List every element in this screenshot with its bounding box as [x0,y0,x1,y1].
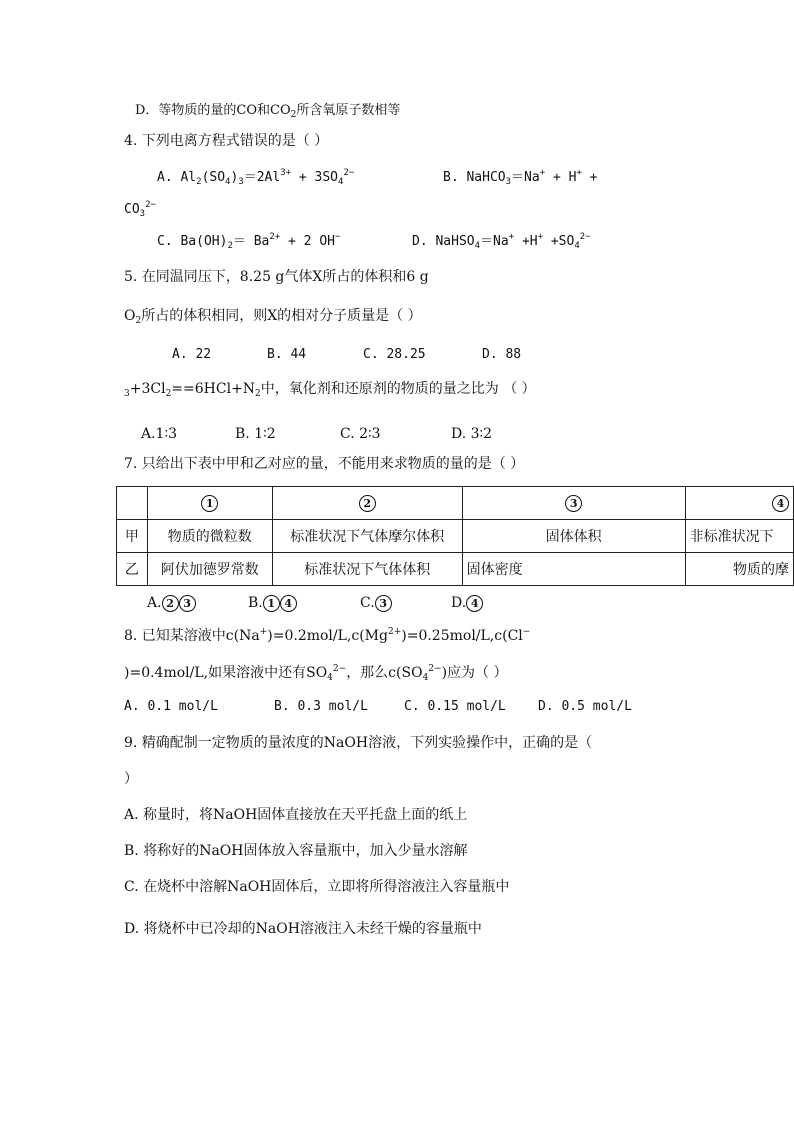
q7-stem: 7. 只给出下表中甲和乙对应的量，不能用来求物质的量的是（ ） [124,456,525,472]
q8-option-a: A. 0.1 mol/L [124,699,218,714]
q5-stem-line1: 5. 在同温同压下，8.25 g气体X所占的体积和6 g [124,269,429,285]
table-cell: 非标准状况下 [685,520,793,553]
q8-stem-line1: 8. 已知某溶液中$c(Na^+)=0.2mol/L,c(Mg^{2+})=0.25mol/L,c(Cl^-$ [124,627,531,644]
q8-option-c: C. 0.15 mol/L [404,699,506,714]
table-cell: 固体密度 [462,553,685,586]
table-cell [117,487,148,520]
q9-option-b: B. 将称好的NaOH固体放入容量瓶中，加入少量水溶解 [124,843,468,859]
q7-option-a: A. 2 3 [147,594,196,612]
q5-stem-line2: $O_2$所占的体积相同，则X的相对分子质量是（ ） [124,308,422,326]
table-header-row [117,487,794,520]
q6-option-a: A.1∶3 [141,426,178,442]
q4-option-d: D. NaHSO$_4$＝Na+ $+H^+ +SO_4^{2-}$ [412,232,591,251]
q4-option-c: C. $Ba(OH)_2= Ba^{2+} + 2$ OH− [157,232,341,251]
table-cell: 3 [462,487,685,520]
table-cell: 固体体积 [462,520,685,553]
q9-option-d: D. 将烧杯中已冷却的NaOH溶液注入未经干燥的容量瓶中 [124,921,482,937]
table-row [117,553,794,586]
q6-option-b: B. 1∶2 [235,426,276,442]
q8-option-d: D. 0.5 mol/L [538,699,632,714]
q8-stem-line2: )=0.4mol/L,如果溶液中还有$SO_4^{2-}$，那么$c(SO_4^{2-})$应为（ ） [124,664,508,683]
q4-option-a: A. $Al_2(SO_4)_3=2Al^{3+} + 3SO_4^{2-}$ [157,168,355,187]
q9-option-a: A. 称量时，将NaOH固体直接放在天平托盘上面的纸上 [124,807,468,823]
q9-stem-continued: ） [124,771,138,787]
q5-option-b: B. 44 [267,347,307,362]
q7-table [116,486,794,586]
table-cell: 2 [272,487,462,520]
table-cell: 1 [147,487,272,520]
table-row [117,520,794,553]
q4-stem: 4. 下列电离方程式错误的是（ ） [124,133,329,149]
q5-option-c: C. 28.25 [363,347,426,362]
table-cell: 物质的微粒数 [147,520,272,553]
table-cell: 标准状况下气体摩尔体积 [272,520,462,553]
table-cell: 阿伏加德罗常数 [147,553,272,586]
q7-option-d: D. 4 [451,594,483,612]
table-cell: 乙 [117,553,148,586]
q7-option-c: C. 3 [360,594,392,612]
q4-option-b: B. NaHCO$_3$＝Na+ + H+ + [443,168,598,187]
q6-stem: $_3+3Cl_2==6HCl+N_2$中，氧化剂和还原剂的物质的量之比为 （ ） [124,381,536,399]
table-cell: 标准状况下气体体积 [272,553,462,586]
table-cell: 甲 [117,520,148,553]
q5-option-d: D. 88 [482,347,522,362]
q7-option-b: B. 1 4 [248,594,297,612]
q5-option-a: A. 22 [172,347,212,362]
q9-option-c: C. 在烧杯中溶解NaOH固体后，立即将所得溶液注入容量瓶中 [124,879,510,895]
q9-stem: 9. 精确配制一定物质的量浓度的NaOH溶液，下列实验操作中，正确的是（ [124,735,593,751]
option-d-line: D．等物质的量的CO和$CO_2$所含氧原子数相等 [135,103,401,120]
q8-option-b: B. 0.3 mol/L [274,699,368,714]
table-cell: 物质的摩 [685,553,793,586]
q6-option-c: C. 2∶3 [340,426,381,442]
q4-option-b-continued: $CO_3^{2-}$ [124,200,156,219]
q6-option-d: D. 3∶2 [451,426,493,442]
table-cell: 4 [685,487,793,520]
